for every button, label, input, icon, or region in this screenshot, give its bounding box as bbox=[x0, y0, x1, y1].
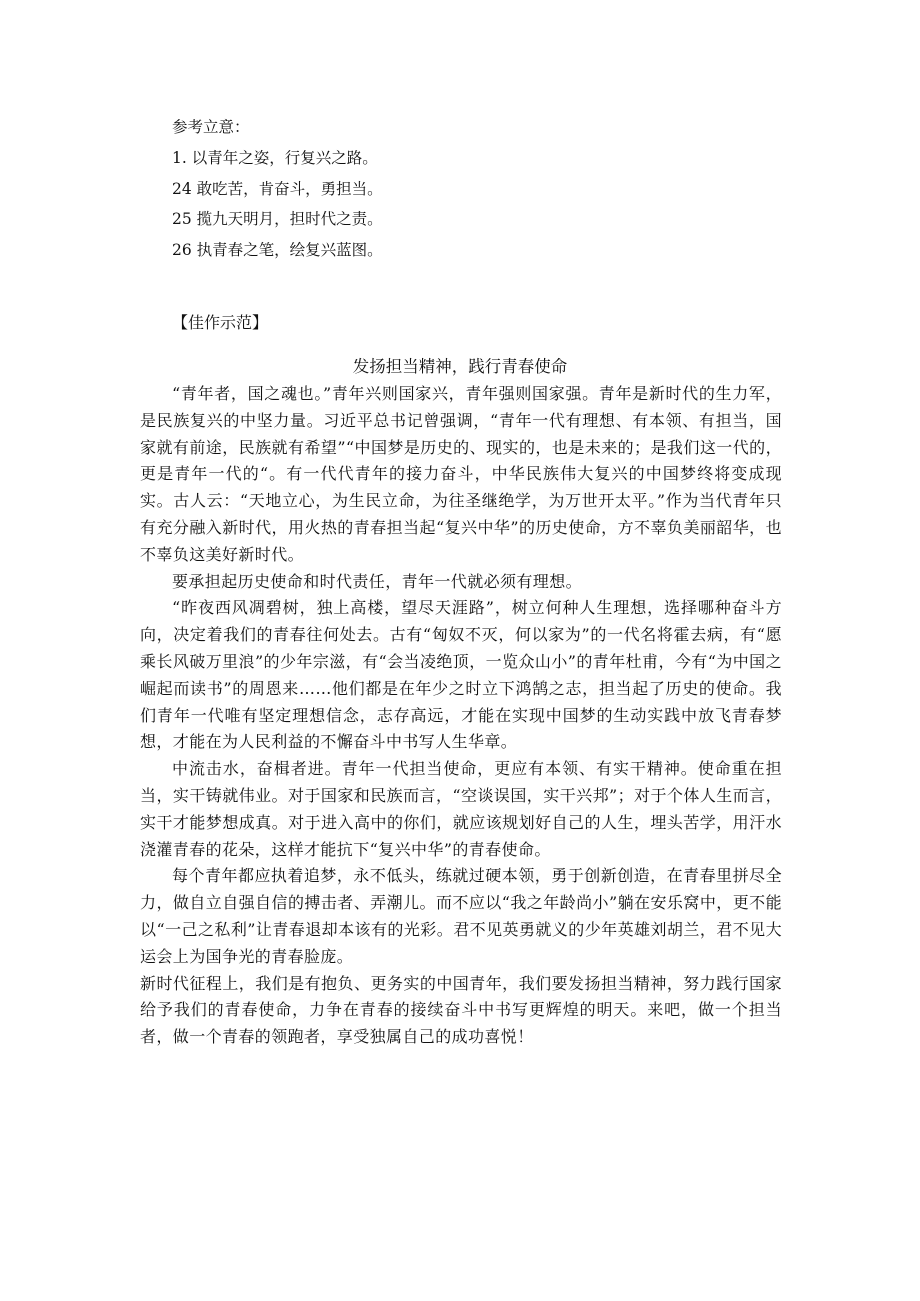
essay-paragraph: 新时代征程上，我们是有抱负、更务实的中国青年，我们要发扬担当精神，努力践行国家给予我们的青春使命，力争在青春的接续奋斗中书写更辉煌的明天。来吧，做一个担当者，做一个青春的领跑者，享受独属自己的成功喜悦！ bbox=[140, 973, 782, 1047]
reference-item: 24 敢吃苦，肯奋斗，勇担当。 bbox=[172, 179, 383, 198]
essay-paragraph: 中流击水，奋楫者进。青年一代担当使命，更应有本领、有实干精神。使命重在担当，实干铸就伟业。对于国家和民族而言，“空谈误国，实干兴邦”；对于个体人生而言，实干才能梦想成真。对于进入高中的你们，就应该规划好自己的人生，埋头苦学，用汗水浇灌青春的花朵，这样才能抗下“复兴中华”的青春使命。 bbox=[140, 759, 782, 859]
reference-item: 26 执青春之笔，绘复兴蓝图。 bbox=[172, 241, 383, 260]
essay-paragraph: “昨夜西风凋碧树，独上高楼，望尽天涯路”，树立何种人生理想，选择哪种奋斗方向，决定着我们的青春往何处去。古有“匈奴不灭，何以家为”的一代名将霍去病，有“愿乘长风破万里浪”的少年宗滋，有“会当凌绝顶，一览众山小”的青年杜甫，今有“为中国之崛起而读书”的周恩来……他们都是在年少之时立下鸿鹄之志，担当起了历史的使命。我们青年一代唯有坚定理想信念，志存高远，才能在实现中国梦的生动实践中放飞青春梦想，才能在为人民利益的不懈奋斗中书写人生华章。 bbox=[140, 598, 782, 752]
reference-ideas bbox=[172, 112, 772, 266]
essay-paragraph: “青年者，国之魂也。”青年兴则国家兴，青年强则国家强。青年是新时代的生力军，是民族复兴的中坚力量。习近平总书记曾强调，“青年一代有理想、有本领、有担当，国家就有前途，民族就有希望”“中国梦是历史的、现实的，也是未来的；是我们这一代的，更是青年一代的“。有一代代青年的接力奋斗，中华民族伟大复兴的中国梦终将变成现实。古人云：“天地立心，为生民立命，为往圣继绝学，为万世开太平。”作为当代青年只有充分融入新时代，用火热的青春担当起“复兴中华”的历史使命，方不辜负美丽韶华，也不辜负这美好新时代。 bbox=[140, 384, 782, 564]
essay-paragraph: 要承担起历史使命和时代责任，青年一代就必须有理想。 bbox=[172, 571, 583, 591]
essay-title: 发扬担当精神，践行青春使命 bbox=[352, 357, 568, 376]
essay-body bbox=[140, 381, 782, 1051]
reference-item: 25 揽九天明月，担时代之责。 bbox=[172, 210, 383, 229]
reference-label: 参考立意： bbox=[172, 118, 250, 136]
section-heading: 【佳作示范】 bbox=[172, 313, 269, 332]
reference-item: 1. 以青年之姿，行复兴之路。 bbox=[172, 148, 378, 167]
essay-paragraph: 每个青年都应执着追梦，永不低头，练就过硬本领，勇于创新创造，在青春里拼尽全力，做自立自强自信的搏击者、弄潮儿。而不应以“我之年龄尚小”躺在安乐窝中，更不能以“一己之私利”让青春退却本该有的光彩。君不见英勇就义的少年英雄刘胡兰，君不见大运会上为国争光的青春脸庞。 bbox=[140, 866, 782, 966]
